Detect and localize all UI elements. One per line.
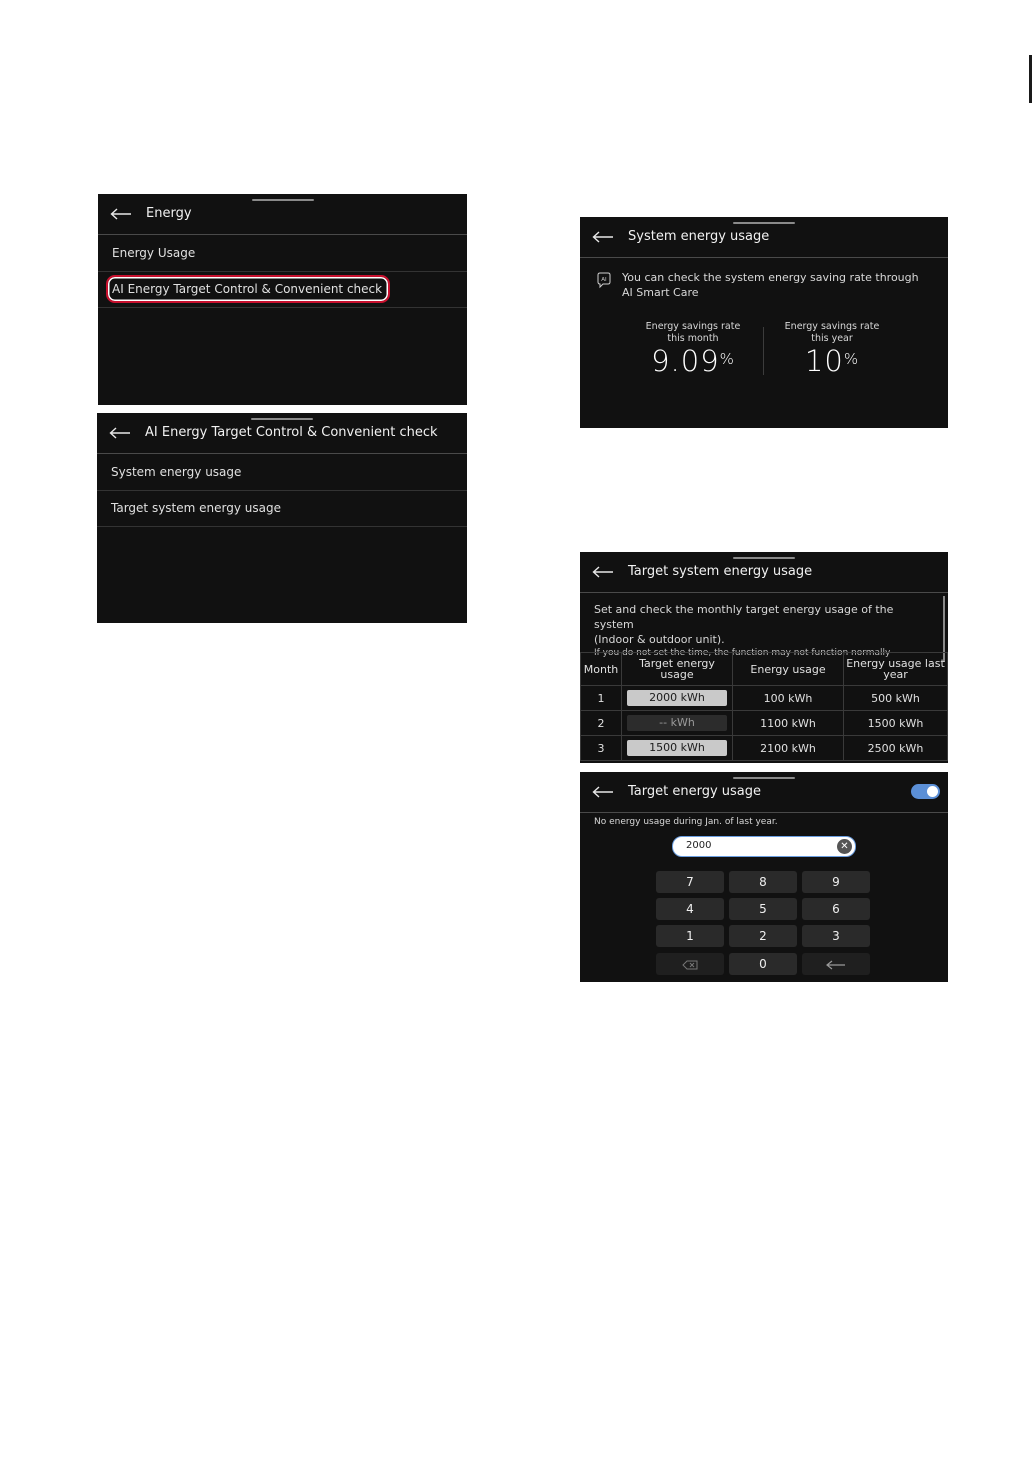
stat-year-unit: % [843,350,860,368]
target-value-button[interactable]: -- kWh [627,715,727,731]
cell-target [622,686,733,711]
key-2[interactable]: 2 [729,925,797,947]
header [580,772,948,813]
enable-toggle[interactable] [911,784,940,799]
menu-item-system-energy-usage[interactable] [97,454,467,491]
table-header-row [581,653,948,686]
stat-month [618,321,768,377]
backspace-icon [682,960,698,970]
col-header-last-year: Energy usage last year [844,653,948,686]
menu-item-label: Target system energy usage [111,501,281,515]
cell-usage: 1100 kWh [733,711,844,736]
stat-month-value [618,345,768,377]
target-value-input[interactable] [672,836,856,857]
ai-energy-screen [97,413,467,623]
stat-month-label: Energy savings rate [645,321,741,332]
description [594,602,924,659]
back-arrow-icon[interactable] [592,786,614,798]
description-line-2: (Indoor & outdoor unit). [594,633,725,646]
cell-month: 3 [581,736,622,761]
back-arrow-icon[interactable] [592,566,614,578]
stat-month-number: 9.09 [651,344,720,378]
cell-target [622,736,733,761]
info-text: You can check the system energy saving rate through AI Smart Care [622,271,919,299]
clear-icon[interactable]: ✕ [837,839,852,854]
target-energy-usage-screen [580,772,948,982]
target-value-button[interactable]: 2000 kWh [627,690,727,706]
key-9[interactable]: 9 [802,871,870,893]
cell-usage: 2100 kWh [733,736,844,761]
ai-smart-care-icon [595,271,613,289]
col-header-target: Target energy usage [622,653,733,686]
key-1[interactable]: 1 [656,925,724,947]
target-system-energy-screen [580,552,948,763]
stat-year-label: Energy savings rate [784,321,880,332]
description-note: If you do not set the time, the function may not function normally [594,648,891,658]
menu-item-label: Energy Usage [112,246,196,260]
menu-item-ai-energy-target[interactable] [98,271,467,308]
usage-note: No energy usage during Jan. of last year. [594,817,778,827]
col-header-month: Month [581,653,622,686]
backspace-key[interactable] [656,953,724,975]
page-title: System energy usage [628,229,770,244]
stat-year-number: 10 [804,344,844,378]
key-4[interactable]: 4 [656,898,724,920]
table-row [581,736,948,761]
cell-last-year: 500 kWh [844,686,948,711]
ai-icon-text: AI [601,277,607,283]
header [580,552,948,593]
key-3[interactable]: 3 [802,925,870,947]
stat-year-sublabel: this year [811,333,853,344]
header [98,194,467,235]
page-title: Target energy usage [628,784,762,799]
menu-item-target-system-energy-usage[interactable] [97,490,467,527]
page-title: Target system energy usage [628,564,813,579]
stat-month-sublabel: this month [667,333,719,344]
stat-year [757,321,907,377]
header [580,217,948,258]
key-8[interactable]: 8 [729,871,797,893]
back-arrow-icon[interactable] [110,208,132,220]
stat-year-value [757,345,907,377]
table-row [581,711,948,736]
key-5[interactable]: 5 [729,898,797,920]
col-header-usage: Energy usage [733,653,844,686]
header [97,413,467,454]
stat-month-unit: % [719,350,735,368]
energy-table [580,652,948,761]
back-arrow-icon[interactable] [592,231,614,243]
description-line-1: Set and check the monthly target energy usage of the system [594,603,894,631]
target-value-button[interactable]: 1500 kWh [627,740,727,756]
menu-item-label: System energy usage [111,465,242,479]
input-value: 2000 [686,840,712,851]
enter-arrow-icon [825,960,847,970]
page-title: AI Energy Target Control & Convenient check [145,425,438,440]
cell-target [622,711,733,736]
system-energy-usage-screen [580,217,948,428]
page-title: Energy [146,206,192,221]
cell-last-year: 2500 kWh [844,736,948,761]
enter-key[interactable] [802,953,870,975]
menu-item-label: AI Energy Target Control & Convenient check [112,282,383,296]
cell-month: 2 [581,711,622,736]
key-7[interactable]: 7 [656,871,724,893]
key-6[interactable]: 6 [802,898,870,920]
cell-month: 1 [581,686,622,711]
menu-item-energy-usage[interactable] [98,235,467,272]
back-arrow-icon[interactable] [109,427,131,439]
key-0[interactable]: 0 [729,953,797,975]
cell-usage: 100 kWh [733,686,844,711]
cell-last-year: 1500 kWh [844,711,948,736]
energy-screen [98,194,467,405]
table-row [581,686,948,711]
